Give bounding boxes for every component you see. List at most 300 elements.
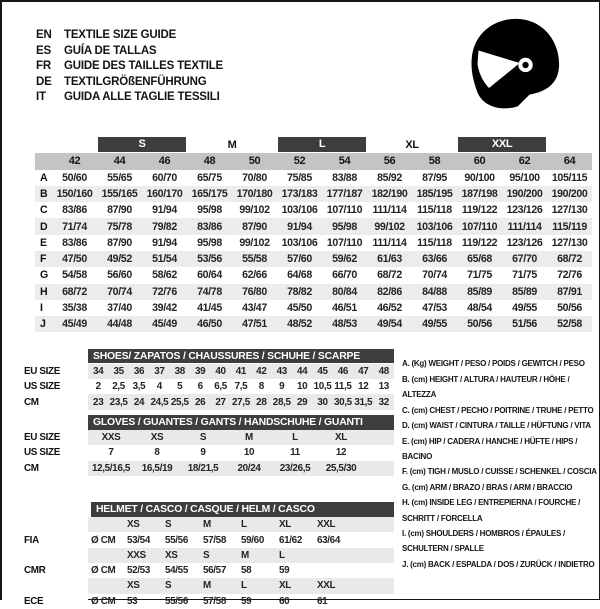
helmet-size-label: XS xyxy=(124,517,162,532)
size-value: 115/118 xyxy=(417,204,452,217)
measurement-row-b xyxy=(35,186,592,202)
measurement-row-label: H xyxy=(35,284,52,300)
helmet-size-label: L xyxy=(238,578,276,593)
size-value: 70/74 xyxy=(422,269,447,282)
size-value: 190/200 xyxy=(547,186,592,202)
size-value: 71/74 xyxy=(52,218,97,234)
numeric-size: 58 xyxy=(412,153,457,170)
gloves-table-row-cm xyxy=(2,461,394,476)
size-value: 29 xyxy=(292,394,312,409)
gloves-size-table xyxy=(2,415,394,476)
filler-cell xyxy=(352,563,394,578)
scale-row-label: EU SIZE xyxy=(2,364,88,379)
size-value: 8 xyxy=(154,447,160,459)
size-value: 23,5 xyxy=(108,394,128,409)
shoes-size-table xyxy=(2,348,394,409)
size-value: 119/122 xyxy=(461,236,498,249)
size-value: 107/110 xyxy=(326,204,363,217)
helmet-values-row-cmr xyxy=(2,563,394,578)
helmet-size-value: 53 xyxy=(127,595,138,607)
size-value: 47/51 xyxy=(232,316,277,332)
size-value: 155/165 xyxy=(97,186,142,202)
size-value: 37 xyxy=(149,364,169,379)
size-value: 11,5 xyxy=(334,381,352,393)
numeric-size-row xyxy=(35,153,592,170)
guide-title: GUIDA ALLE TAGLIE TESSILI xyxy=(64,91,220,104)
size-value: 44 xyxy=(292,364,312,379)
size-value: 65/75 xyxy=(197,171,222,184)
size-value: 68/72 xyxy=(52,284,97,300)
diameter-unit-label: Ø CM xyxy=(91,534,116,546)
language-code: FR xyxy=(36,60,51,73)
size-value: 48/54 xyxy=(467,302,492,315)
size-value: 50/56 xyxy=(457,316,502,332)
measurement-row-label: G xyxy=(40,269,48,282)
size-value: 99/102 xyxy=(239,204,270,217)
helmet-size-label: L xyxy=(276,548,314,563)
measurement-row-j xyxy=(35,316,592,332)
bottom-section xyxy=(2,348,599,608)
helmet-size-value: 58 xyxy=(241,565,252,577)
size-value: 60/64 xyxy=(197,269,222,282)
size-value: 103/106 xyxy=(412,218,457,234)
size-value: 24,5 xyxy=(149,394,169,409)
size-value: 87/90 xyxy=(107,204,132,217)
size-value: 185/195 xyxy=(412,186,457,202)
size-value: 46 xyxy=(333,364,353,379)
size-value: 111/114 xyxy=(502,218,547,234)
size-value: 16,5/19 xyxy=(134,461,180,476)
numeric-size: 62 xyxy=(502,153,547,170)
legend-item-a: A. (Kg) WEIGHT / PESO / POIDS / GEWITCH / PESO xyxy=(402,359,585,369)
size-value: 52/58 xyxy=(547,316,592,332)
size-value: 41 xyxy=(231,364,251,379)
size-value: 75/85 xyxy=(287,171,312,184)
legend-item-j: J. (cm) BACK / ESPALDA / DOS / ZURÜCK / INDIETRO xyxy=(402,559,595,569)
size-value: 187/198 xyxy=(457,186,502,202)
helmet-size-value: 59 xyxy=(279,565,290,577)
measurement-row-h xyxy=(35,284,592,300)
size-value: 107/110 xyxy=(457,218,502,234)
size-value: 12 xyxy=(358,381,369,393)
guide-title: TEXTILGRÖßENFÜHRUNG xyxy=(64,75,207,88)
size-value: 79/82 xyxy=(142,218,187,234)
size-value: 85/89 xyxy=(457,284,502,300)
helmet-size-value: 54/55 xyxy=(165,565,188,577)
size-value: 87/91 xyxy=(547,284,592,300)
helmet-size-label: XS xyxy=(162,548,200,563)
scale-row-label: CM xyxy=(2,461,88,476)
helmet-size-labels-row-fia xyxy=(2,517,394,532)
shoes-table-header-row xyxy=(2,348,394,363)
measurement-row-label: A xyxy=(40,171,48,184)
measurement-legend xyxy=(402,356,599,608)
size-value: 68/72 xyxy=(377,269,402,282)
size-value: 37/40 xyxy=(107,302,132,315)
size-group-label: XL xyxy=(405,138,419,151)
size-value: 11 xyxy=(290,447,300,459)
filler-cell xyxy=(364,445,394,460)
helmet-size-value: 57/58 xyxy=(203,595,226,607)
size-value: 55/58 xyxy=(232,251,277,267)
size-group-label: M xyxy=(227,138,237,151)
size-value: 48 xyxy=(373,364,394,379)
language-code: DE xyxy=(36,75,52,88)
helmet-size-label: XL xyxy=(276,578,314,593)
size-value: 40 xyxy=(210,364,230,379)
gloves-table-header-spacer xyxy=(2,415,88,430)
diameter-unit-label: Ø CM xyxy=(91,595,116,607)
helmet-size-row-spacer xyxy=(2,578,88,593)
size-value: 95/100 xyxy=(509,171,540,184)
size-value: 160/170 xyxy=(142,186,187,202)
size-value: 10 xyxy=(243,447,255,459)
filler-cell xyxy=(352,532,394,547)
size-value: 70/80 xyxy=(242,171,267,184)
scale-row-label: CM xyxy=(2,394,88,409)
size-value: 54/58 xyxy=(62,269,87,282)
size-value: 25,5/30 xyxy=(318,461,364,476)
size-value: 35/38 xyxy=(62,302,87,315)
size-value: 30 xyxy=(312,394,332,409)
size-value: 2,5 xyxy=(112,381,125,393)
size-value: 84/88 xyxy=(412,284,457,300)
size-value: 150/160 xyxy=(52,186,97,202)
shoes-table-row-cm xyxy=(2,394,394,409)
size-value: 50/56 xyxy=(557,302,582,315)
size-group-l xyxy=(277,136,367,153)
shoes-table-title-cell xyxy=(88,348,394,363)
helmet-standard-label: FIA xyxy=(2,532,88,547)
measurement-row-f xyxy=(35,251,592,267)
helmet-table-header-spacer xyxy=(2,502,88,517)
size-value: 83/86 xyxy=(62,236,87,249)
size-value: 59/62 xyxy=(322,251,367,267)
helmet-size-label: S xyxy=(162,517,200,532)
legend-item-h: H. (cm) INSIDE LEG / ENTREPIERNA / FOURCHE / SCHRITT / FORCELLA xyxy=(402,498,581,523)
helmet-size-label: XS xyxy=(124,578,162,593)
size-value: 127/130 xyxy=(551,204,588,217)
size-value: 99/102 xyxy=(239,236,270,249)
size-value: 182/190 xyxy=(367,186,412,202)
language-code: IT xyxy=(36,91,46,104)
size-value: 45 xyxy=(312,364,332,379)
size-value: 115/118 xyxy=(417,236,452,249)
guide-title: GUIDE DES TAILLES TEXTILE xyxy=(64,60,223,73)
size-value: 83/86 xyxy=(187,218,232,234)
helmet-size-row-spacer xyxy=(2,517,88,532)
numeric-size: 60 xyxy=(457,153,502,170)
size-value: 23 xyxy=(88,394,108,409)
size-value: 10 xyxy=(296,381,308,393)
size-value: 28,5 xyxy=(272,394,292,409)
helmet-size-label: S xyxy=(200,548,238,563)
scale-row-label: US SIZE xyxy=(2,445,88,460)
helmet-size-row-spacer xyxy=(2,548,88,563)
size-value: 12 xyxy=(335,447,347,459)
size-value: 7,5 xyxy=(234,381,248,393)
gloves-table-title-cell xyxy=(88,415,394,430)
measurement-row-i xyxy=(35,300,592,316)
size-group-spacer xyxy=(547,136,592,153)
size-value: 71/75 xyxy=(512,269,537,282)
accessory-tables xyxy=(2,348,394,608)
size-group-xxl xyxy=(457,136,547,153)
size-value: 57/60 xyxy=(277,251,322,267)
size-group-m xyxy=(187,136,277,153)
size-value: 83/86 xyxy=(62,204,87,217)
size-group-xl xyxy=(367,136,457,153)
filler-cell xyxy=(352,517,394,532)
size-value: 36 xyxy=(129,364,149,379)
helmet-size-label: L xyxy=(238,517,276,532)
size-value: 75/78 xyxy=(97,218,142,234)
helmet-size-label: M xyxy=(200,517,238,532)
size-value: 34 xyxy=(88,364,108,379)
measurement-row-d xyxy=(35,218,592,234)
size-value: 123/126 xyxy=(506,236,543,249)
size-value: S xyxy=(180,430,226,445)
size-value: 32 xyxy=(373,394,394,409)
size-value: 48/52 xyxy=(277,316,322,332)
unit-spacer xyxy=(88,548,124,563)
size-value: 111/114 xyxy=(372,236,407,249)
size-value: 45/50 xyxy=(287,302,312,315)
helmet-size-labels-row-ece xyxy=(2,578,394,593)
size-value: 177/187 xyxy=(322,186,367,202)
size-value: 46/51 xyxy=(332,302,357,315)
racing-helmet-icon xyxy=(453,16,575,112)
size-value: 27 xyxy=(210,394,230,409)
size-value: 38 xyxy=(170,364,190,379)
helmet-size-value: 61 xyxy=(317,595,328,607)
size-value: 95/98 xyxy=(197,236,222,249)
shoes-table-title: SHOES/ ZAPATOS / CHAUSSURES / SCHUHE / SCARPE xyxy=(88,349,394,364)
size-value: 127/130 xyxy=(551,236,588,249)
helmet-size-value xyxy=(314,563,352,578)
size-value: 26 xyxy=(190,394,210,409)
size-value: 45/49 xyxy=(52,316,97,332)
size-group-label: L xyxy=(278,137,366,152)
size-value: 95/98 xyxy=(322,218,367,234)
scale-row-label: EU SIZE xyxy=(2,430,88,445)
gloves-table-row-eu-size xyxy=(2,430,394,445)
numeric-size: 56 xyxy=(367,153,412,170)
size-value: 28 xyxy=(251,394,271,409)
helmet-size-value: 61/62 xyxy=(279,534,302,546)
size-value: 49/55 xyxy=(412,316,457,332)
measurement-row-label: J xyxy=(35,316,52,332)
size-value: L xyxy=(272,430,318,445)
size-value: 49/55 xyxy=(512,302,537,315)
filler-cell xyxy=(352,548,394,563)
helmet-size-value: 56/57 xyxy=(203,565,226,577)
size-value: 6 xyxy=(197,381,203,393)
measurement-row-g xyxy=(35,267,592,283)
size-value: 50/60 xyxy=(62,171,87,184)
size-value: 78/82 xyxy=(277,284,322,300)
helmet-size-value: 55/56 xyxy=(165,534,188,546)
helmet-size-value: 60 xyxy=(279,595,290,607)
measurement-row-label: D xyxy=(35,218,52,234)
size-value: 9 xyxy=(200,447,206,459)
size-value: 56/60 xyxy=(107,269,132,282)
measurement-row-e xyxy=(35,235,592,251)
size-value: 47 xyxy=(353,364,373,379)
helmet-standard-label: CMR xyxy=(2,563,88,578)
size-value: 103/106 xyxy=(281,236,318,249)
size-value: 165/175 xyxy=(187,186,232,202)
helmet-size-label: M xyxy=(200,578,238,593)
size-value: 23/26,5 xyxy=(272,461,318,476)
size-value: 90/100 xyxy=(464,171,495,184)
size-value: 44/48 xyxy=(97,316,142,332)
size-value: 53/56 xyxy=(187,251,232,267)
size-value: 30,5 xyxy=(333,394,353,409)
measurement-row-label: E xyxy=(40,236,47,249)
numeric-size: 64 xyxy=(547,153,592,170)
size-value: 64/68 xyxy=(287,269,312,282)
size-value: 49/54 xyxy=(367,316,412,332)
helmet-table-title-cell xyxy=(88,502,394,517)
helmet-table-title: HELMET / CASCO / CASQUE / HELM / CASCO xyxy=(91,502,394,517)
size-group-s xyxy=(97,136,187,153)
helmet-size-value: 53/54 xyxy=(127,534,150,546)
guide-title: TEXTILE SIZE GUIDE xyxy=(64,29,177,41)
helmet-size-value: 55/56 xyxy=(165,595,188,607)
size-value: 173/183 xyxy=(277,186,322,202)
size-value: 39 xyxy=(190,364,210,379)
size-value: 43/47 xyxy=(242,302,267,315)
size-value: 72/76 xyxy=(557,269,582,282)
filler-cell xyxy=(352,594,394,609)
legend-item-c: C. (cm) CHEST / PECHO / POITRINE / TRUHE / PETTO xyxy=(402,405,594,415)
size-value: 76/80 xyxy=(232,284,277,300)
size-value: M xyxy=(226,430,272,445)
size-value: 85/89 xyxy=(502,284,547,300)
size-value: 46/50 xyxy=(187,316,232,332)
size-value: 39/42 xyxy=(152,302,177,315)
size-value: 119/122 xyxy=(461,204,498,217)
numeric-size: 42 xyxy=(52,153,97,170)
size-value: 87/90 xyxy=(232,218,277,234)
size-value: 12,5/16,5 xyxy=(88,461,134,476)
helmet-table-header-row xyxy=(2,502,394,517)
language-title-list xyxy=(36,28,223,106)
size-value: 103/106 xyxy=(281,204,318,217)
guide-title: GUÍA DE TALLAS xyxy=(64,44,157,57)
size-value: 71/75 xyxy=(467,269,492,282)
numeric-size: 48 xyxy=(187,153,232,170)
size-value: 82/86 xyxy=(367,284,412,300)
unit-spacer xyxy=(88,578,124,593)
diameter-unit-label: Ø CM xyxy=(91,565,116,577)
language-row-fr xyxy=(36,59,223,75)
size-value: 51/56 xyxy=(502,316,547,332)
shoes-table-row-us-size xyxy=(2,379,394,394)
legend-item-d: D. (cm) WAIST / CINTURA / TAILLE / HÜFTUNG / VITA xyxy=(402,421,591,431)
size-value: 91/94 xyxy=(152,236,177,249)
legend-item-g: G. (cm) ARM / BRAZO / BRAS / ARM / BRACCIO xyxy=(402,482,573,492)
size-value: 87/95 xyxy=(422,171,447,184)
size-group-label: S xyxy=(98,137,186,152)
size-value: 47/50 xyxy=(52,251,97,267)
size-value: 60/70 xyxy=(152,171,177,184)
helmet-size-label: XXL xyxy=(314,517,352,532)
size-value: 70/74 xyxy=(97,284,142,300)
size-value: 99/102 xyxy=(367,218,412,234)
size-value: 123/126 xyxy=(506,204,543,217)
size-value: 111/114 xyxy=(372,204,407,217)
numeric-size: 50 xyxy=(232,153,277,170)
size-value: 66/70 xyxy=(332,269,357,282)
unit-spacer xyxy=(88,517,124,532)
size-value: 67/70 xyxy=(502,251,547,267)
language-row-de xyxy=(36,75,223,91)
size-value: 24 xyxy=(129,394,149,409)
size-value: XXS xyxy=(88,430,134,445)
size-value: 105/115 xyxy=(551,171,588,184)
size-value: 190/200 xyxy=(502,186,547,202)
shoes-table-row-eu-size xyxy=(2,364,394,379)
size-value: 91/94 xyxy=(152,204,177,217)
size-value: 25,5 xyxy=(170,394,190,409)
size-value: 115/119 xyxy=(547,218,592,234)
legend-item-i: I. (cm) SHOULDERS / HOMBROS / ÉPAULES / SCHULTERN / SPALLE xyxy=(402,528,566,554)
helmet-size-label: S xyxy=(162,578,200,593)
language-code: ES xyxy=(36,44,51,57)
measurement-row-label: I xyxy=(40,302,43,315)
size-value: 13 xyxy=(378,381,389,393)
size-value: 3,5 xyxy=(132,381,146,393)
helmet-size-value: 59 xyxy=(241,595,252,607)
filler-cell xyxy=(352,578,394,593)
measurement-row-c xyxy=(35,202,592,218)
size-value: 63/66 xyxy=(412,251,457,267)
size-value: 45/49 xyxy=(142,316,187,332)
size-value: 35 xyxy=(108,364,128,379)
size-value: 170/180 xyxy=(232,186,277,202)
helmet-size-value: 57/58 xyxy=(203,534,226,546)
helmet-standard-label: ECE xyxy=(2,594,88,609)
size-value: 68/72 xyxy=(547,251,592,267)
corner-spacer-cell xyxy=(35,136,52,153)
size-value: 49/52 xyxy=(97,251,142,267)
size-value: 91/94 xyxy=(277,218,322,234)
numeric-size: 54 xyxy=(322,153,367,170)
helmet-size-label: XXS xyxy=(124,548,162,563)
helmet-values-row-ece xyxy=(2,594,394,609)
language-row-en xyxy=(36,28,223,44)
measurement-row-label: B xyxy=(35,186,52,202)
numeric-size: 44 xyxy=(97,153,142,170)
helmet-size-labels-row-cmr xyxy=(2,548,394,563)
gloves-table-row-us-size xyxy=(2,445,394,460)
size-value: 42 xyxy=(251,364,271,379)
filler-cell xyxy=(364,461,394,476)
size-value: 31,5 xyxy=(353,394,373,409)
size-value: 9 xyxy=(279,381,285,393)
size-value: XS xyxy=(134,430,180,445)
size-value: 27,5 xyxy=(231,394,251,409)
helmet-size-label: XXL xyxy=(314,578,352,593)
measurement-row-label: C xyxy=(40,204,48,217)
size-value: 47/53 xyxy=(422,302,447,315)
row-label-spacer xyxy=(35,153,52,170)
size-value: 107/110 xyxy=(326,236,363,249)
size-group-spacer xyxy=(52,136,97,153)
language-code: EN xyxy=(36,29,52,41)
